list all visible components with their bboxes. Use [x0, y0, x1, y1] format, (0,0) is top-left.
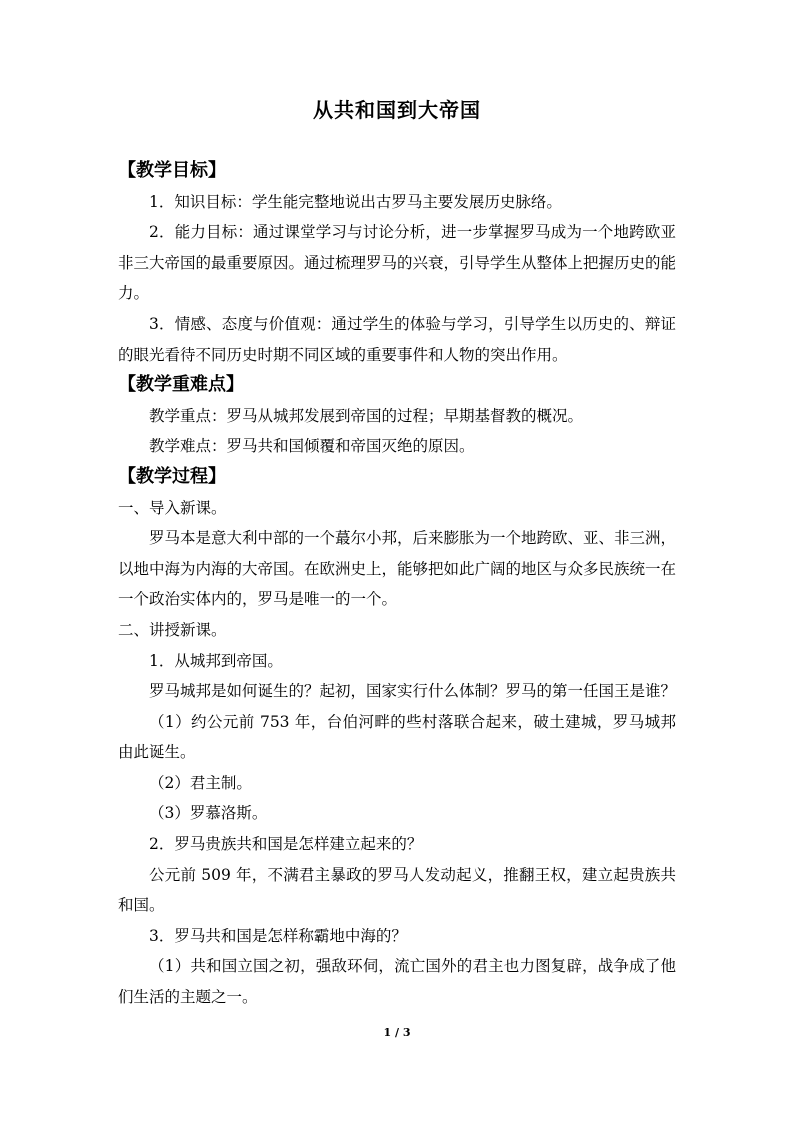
document-title: 从共和国到大帝国 — [313, 98, 481, 122]
process-part1-title: 一、导入新课。 — [118, 498, 227, 517]
process-part2-title: 二、讲授新课。 — [118, 620, 227, 639]
key-point-focus: 教学重点：罗马从城邦发展到帝国的过程；早期基督教的概况。 — [149, 406, 584, 425]
question-1-title: 1．从城邦到帝国。 — [149, 651, 283, 670]
goal-item-2: 2．能力目标：通过课堂学习与讨论分析，进一步掌握罗马成为一个地跨欧亚非三大帝国的最重要原因。通过梳理罗马的兴衰，引导学生从整体上把握历史的能力。 — [118, 223, 677, 303]
question-3-title: 3．罗马共和国是怎样称霸地中海的？ — [149, 926, 407, 945]
key-point-difficulty: 教学难点：罗马共和国倾覆和帝国灭绝的原因。 — [149, 437, 475, 456]
question-1-text: 罗马城邦是如何诞生的？起初，国家实行什么体制？罗马的第一任国王是谁？ — [149, 682, 677, 701]
page-number: 1 / 3 — [383, 1026, 411, 1039]
section-heading-process: 【教学过程】 — [118, 465, 226, 487]
question-2-title: 2．罗马贵族共和国是怎样建立起来的？ — [149, 835, 423, 854]
goal-item-3: 3．情感、态度与价值观：通过学生的体验与学习，引导学生以历史的、辩证的眼光看待不同历史时期不同区域的重要事件和人物的突出作用。 — [118, 314, 676, 364]
process-part1-text: 罗马本是意大利中部的一个蕞尔小邦，后来膨胀为一个地跨欧、亚、非三洲，以地中海为内海的大帝国。在欧洲史上，能够把如此广阔的地区与众多民族统一在一个政治实体内的，罗马是唯一的一个。 — [118, 529, 677, 609]
answer-1-2: （2）君主制。 — [149, 773, 252, 792]
answer-1-1: （1）约公元前 753 年，台伯河畔的些村落联合起来，破土建城，罗马城邦由此诞生。 — [118, 712, 676, 762]
answer-3-1: （1）共和国立国之初，强敌环伺，流亡国外的君主也力图复辟，战争成了他们生活的主题之一。 — [118, 957, 676, 1007]
answer-1-3: （3）罗慕洛斯。 — [149, 804, 268, 823]
section-heading-goals: 【教学目标】 — [118, 160, 226, 181]
answer-2: 公元前 509 年，不满君主暴政的罗马人发动起义，推翻王权，建立起贵族共和国。 — [118, 865, 676, 915]
section-heading-key-points: 【教学重难点】 — [118, 374, 244, 396]
document-body — [118, 156, 676, 1013]
goal-item-1: 1．知识目标：学生能完整地说出古罗马主要发展历史脉络。 — [149, 192, 562, 211]
